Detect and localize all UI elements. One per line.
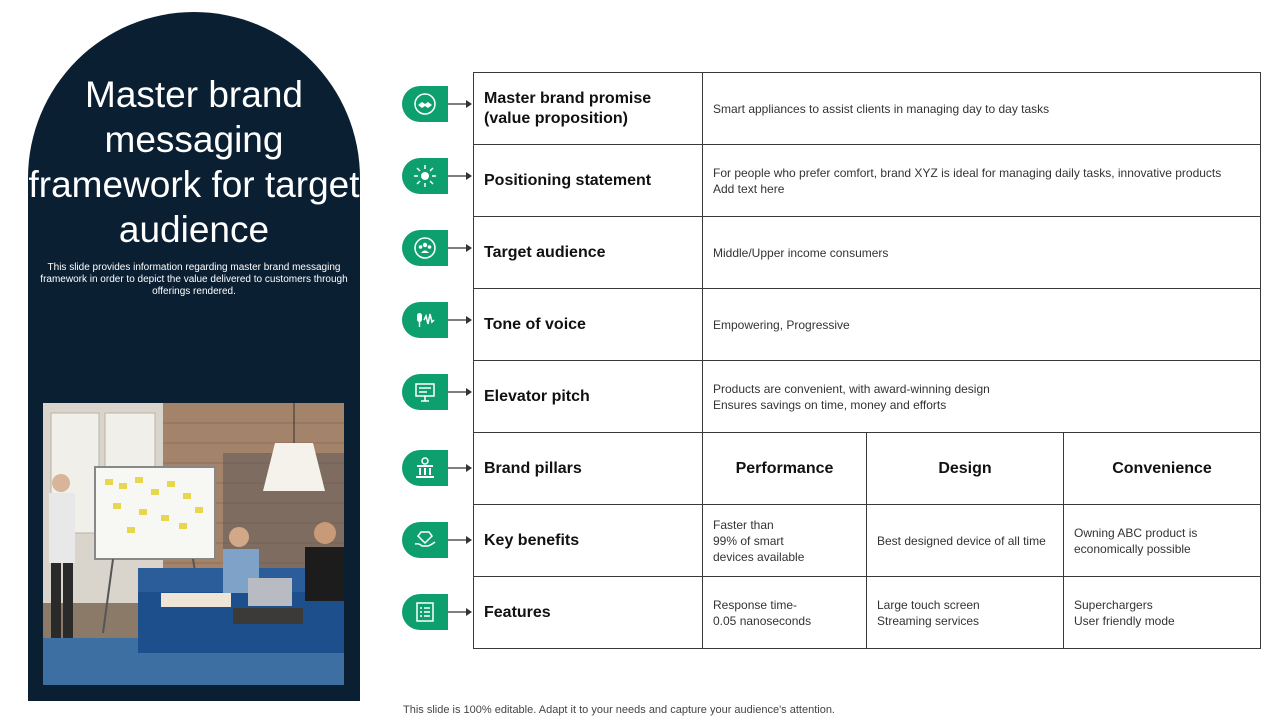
benefit-convenience: Owning ABC product is economically possible: [1064, 505, 1261, 577]
row-label: Key benefits: [474, 505, 703, 577]
benefit-performance: Faster than 99% of smart devices available: [703, 505, 867, 577]
feature-convenience: Superchargers User friendly mode: [1064, 577, 1261, 649]
table-row: [474, 577, 1261, 649]
table-row: [474, 217, 1261, 289]
table-row: [474, 289, 1261, 361]
row-label: Brand pillars: [474, 433, 703, 505]
row-text: Products are convenient, with award-winning design Ensures savings on time, money and efforts: [703, 361, 1261, 433]
table-row: [474, 145, 1261, 217]
row-label: Positioning statement: [474, 145, 703, 217]
arrow-icon: [448, 315, 472, 325]
slide-title: Master brand messaging framework for target audience: [28, 74, 360, 250]
feature-list-icon: [402, 594, 448, 630]
row-text: Middle/Upper income consumers: [703, 217, 1261, 289]
row-label: Target audience: [474, 217, 703, 289]
slide-subtitle: This slide provides information regarding master brand messaging framework in order to depict the value delivered to customers through offerings rendered.: [40, 262, 348, 297]
footer-note: This slide is 100% editable. Adapt it to your needs and capture your audience's attention.: [403, 704, 835, 716]
arrow-icon: [448, 463, 472, 473]
microphone-wave-icon: [402, 302, 448, 338]
pillar-convenience: Convenience: [1064, 433, 1261, 505]
pillar-design: Design: [867, 433, 1064, 505]
arrow-icon: [448, 387, 472, 397]
diamond-hand-icon: [402, 522, 448, 558]
handshake-icon: [402, 86, 448, 122]
row-label: Features: [474, 577, 703, 649]
arrow-icon: [448, 535, 472, 545]
pillar-performance: Performance: [703, 433, 867, 505]
presentation-board-icon: [402, 374, 448, 410]
audience-group-icon: [402, 230, 448, 266]
table-row: [474, 361, 1261, 433]
row-label: Master brand promise (value proposition): [474, 73, 703, 145]
row-text: For people who prefer comfort, brand XYZ is ideal for managing daily tasks, innovative products Add text here: [703, 145, 1261, 217]
pillar-building-icon: [402, 450, 448, 486]
table-row: [474, 73, 1261, 145]
target-radiating-icon: [402, 158, 448, 194]
row-label: Tone of voice: [474, 289, 703, 361]
team-meeting-photo: [43, 403, 344, 685]
arrow-icon: [448, 171, 472, 181]
feature-design: Large touch screen Streaming services: [867, 577, 1064, 649]
feature-performance: Response time- 0.05 nanoseconds: [703, 577, 867, 649]
benefit-design: Best designed device of all time: [867, 505, 1064, 577]
row-text: Empowering, Progressive: [703, 289, 1261, 361]
row-label: Elevator pitch: [474, 361, 703, 433]
table-row: [474, 505, 1261, 577]
table-row: [474, 433, 1261, 505]
row-text: Smart appliances to assist clients in managing day to day tasks: [703, 73, 1261, 145]
arrow-icon: [448, 99, 472, 109]
messaging-framework-table: [473, 72, 1261, 649]
arrow-icon: [448, 243, 472, 253]
arrow-icon: [448, 607, 472, 617]
